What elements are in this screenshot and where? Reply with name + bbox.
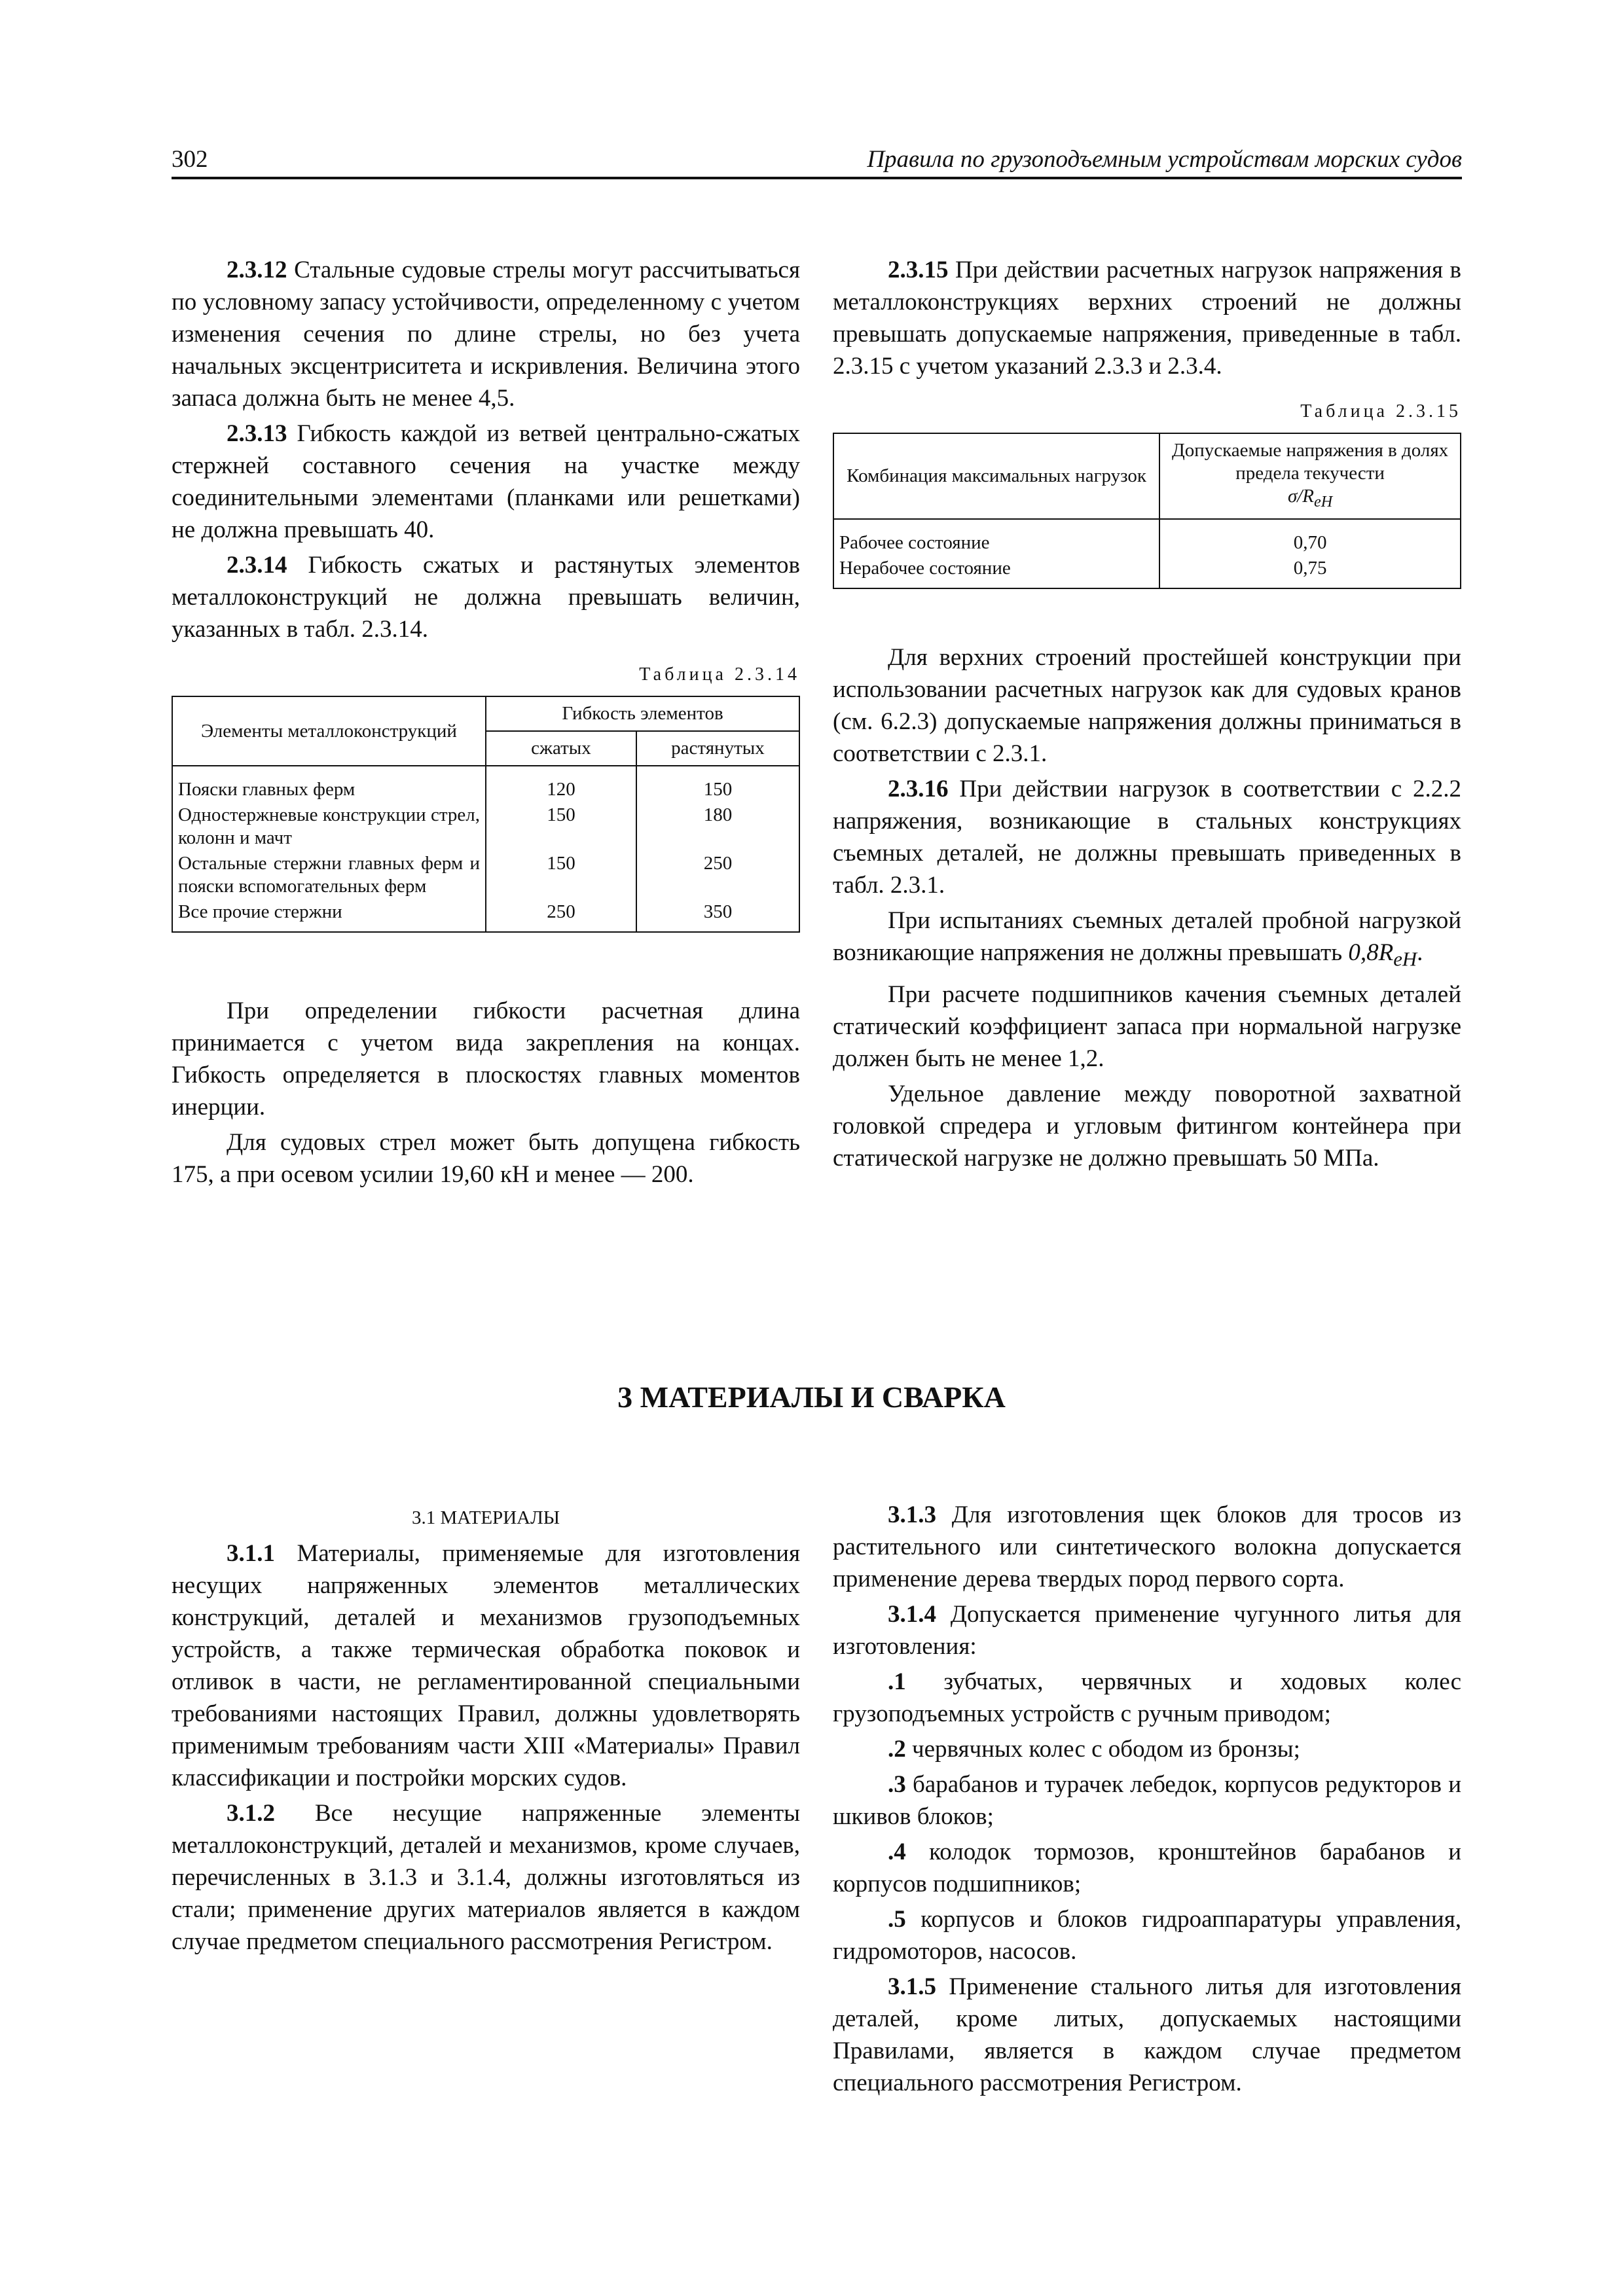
right-column-lower [833,1499,1461,2102]
row-tensioned: 150 [636,766,799,802]
row-tensioned: 180 [636,802,799,851]
row-compressed: 120 [486,766,636,802]
row-value: 0,75 [1159,556,1461,588]
row-name: Пояски главных ферм [172,766,486,802]
row-compressed: 150 [486,851,636,899]
paragraph-2-3-12: 2.3.12 Стальные судовые стрелы могут рассчитываться по условному запасу устойчивости, определенному с учетом изменения сечения по длине стрелы, но без учета начальных эксцентриситета и искривления. Величина этого запаса должна быть не менее 4,5. [172,257,800,412]
paragraph-3-1-2: 3.1.2 Все несущие напряженные элементы металлоконструкций, деталей и механизмов, кроме случаев, перечисленных в 3.1.3 и 3.1.4, должны изготовляться из стали; применение других материалов является в каждом случае предметом специального рассмотрения Регистром. [172,1800,800,1955]
row-name: Рабочее состояние [833,519,1159,556]
list-item: .4 колодок тормозов, кронштейнов барабанов и корпусов подшипников; [833,1839,1461,1897]
column-header-tensioned: растянутых [636,731,799,766]
column-header-elements: Элементы металлоконструкций [172,696,486,766]
header-rule [172,177,1462,179]
table-row [833,519,1461,556]
subsection-title: 3.1 МАТЕРИАЛЫ [411,1507,560,1528]
column-header-compressed: сжатых [486,731,636,766]
row-tensioned: 250 [636,851,799,899]
list-item: .2 червячных колес с ободом из бронзы; [888,1736,1300,1763]
paragraph-bearings: При расчете подшипников качения съемных деталей статический коэффициент запаса при нормальной нагрузке должен быть не менее 1,2. [833,981,1461,1073]
table-row [172,802,799,851]
right-column-upper [833,254,1461,1177]
paragraph-3-1-1: 3.1.1 Материалы, применяемые для изготовления несущих напряженных элементов металлических конструкций, деталей и механизмов грузоподъемных устройств, а также термическая обработка поковок и отливок в части, не регламентированной специальными требованиями настоящих Правил, должны удовлетворять применимым требованиям части XIII «Материалы» Правил классификации и постройки морских судов. [172,1540,800,1791]
row-name: Остальные стержни главных ферм и пояски вспомогательных ферм [172,851,486,899]
paragraph-3-1-5: 3.1.5 Применение стального литья для изготовления деталей, кроме литых, допускаемых настоящими Правилами, является в каждом случае предметом специального рассмотрения Регистром. [833,1973,1461,2096]
paragraph-boom-flexibility: Для судовых стрел может быть допущена гибкость 175, а при осевом усилии 19,60 кН и менее — 200. [172,1129,800,1188]
row-compressed: 250 [486,899,636,932]
paragraph-2-3-14: 2.3.14 Гибкость сжатых и растянутых элементов металлоконструкций не должна превышать величин, указанных в табл. 2.3.14. [172,552,800,643]
left-column-upper [172,254,800,1194]
table-row [172,899,799,932]
table-row [172,766,799,802]
table-row [833,556,1461,588]
paragraph-simple-structures: Для верхних строений простейшей конструкции при использовании расчетных нагрузок как для судовых кранов (см. 6.2.3) допускаемые напряжения должны приниматься в соответствии с 2.3.1. [833,643,1461,767]
column-header-flexibility: Гибкость элементов [486,696,799,731]
running-title: Правила по грузоподъемным устройствам морских судов [867,146,1462,173]
paragraph-2-3-13: 2.3.13 Гибкость каждой из ветвей центрально-сжатых стержней составного сечения на участке между соединительными элементами (планками или решетками) не должна превышать 40. [172,420,800,543]
section-title: 3 МАТЕРИАЛЫ И СВАРКА [617,1380,1006,1414]
row-value: 0,70 [1159,519,1461,556]
stress-ratio: $\sigma/R_{eH}$ [1287,486,1333,511]
table-2-3-15-caption: Таблица 2.3.15 [1300,401,1461,422]
list-item: .3 барабанов и турачек лебедок, корпусов редукторов и шкивов блоков; [833,1771,1461,1830]
row-name: Нерабочее состояние [833,556,1159,588]
table-2-3-14 [172,696,800,933]
left-column-lower [172,1502,800,1961]
paragraph-proof-load: При испытаниях съемных деталей пробной нагрузкой возникающие напряжения не должны превышать $0,8R_{eH}$. [833,906,1461,971]
paragraph-3-1-3: 3.1.3 Для изготовления щек блоков для тросов из растительного или синтетического волокна допускается применение дерева твердых пород первого сорта. [833,1501,1461,1592]
page-number: 302 [172,146,208,173]
paragraph-2-3-16: 2.3.16 При действии нагрузок в соответствии с 2.2.2 напряжения, возникающие в стальных конструкциях съемных деталей, не должны превышать приведенных в табл. 2.3.1. [833,775,1461,899]
row-name: Все прочие стержни [172,899,486,932]
row-name: Одностержневые конструкции стрел, колонн и мачт [172,802,486,851]
paragraph-2-3-15: 2.3.15 При действии расчетных нагрузок напряжения в металлоконструкциях верхних строений не должны превышать допускаемые напряжения, приведенные в табл. 2.3.15 с учетом указаний 2.3.3 и 2.3.4. [833,257,1461,380]
table-2-3-15 [833,433,1461,589]
paragraph-design-length: При определении гибкости расчетная длина принимается с учетом вида закрепления на концах. Гибкость определяется в плоскостях главных моментов инерции. [172,997,800,1121]
list-item: .1 зубчатых, червячных и ходовых колес грузоподъемных устройств с ручным приводом; [833,1668,1461,1727]
column-header-allowable-stress: Допускаемые напряжения в долях предела текучести $\sigma/R_{eH}$ [1159,433,1461,519]
table-2-3-14-caption: Таблица 2.3.14 [639,664,800,685]
row-compressed: 150 [486,802,636,851]
column-header-load-combination: Комбинация максимальных нагрузок [833,433,1159,519]
paragraph-spreader-pressure: Удельное давление между поворотной захватной головкой спредера и угловым фитингом контейнера при статической нагрузке не должно превышать 50 МПа. [833,1081,1461,1172]
list-item: .5 корпусов и блоков гидроаппаратуры управления, гидромоторов, насосов. [833,1906,1461,1965]
table-row [172,851,799,899]
paragraph-3-1-4: 3.1.4 Допускается применение чугунного литья для изготовления: [833,1601,1461,1660]
row-tensioned: 350 [636,899,799,932]
